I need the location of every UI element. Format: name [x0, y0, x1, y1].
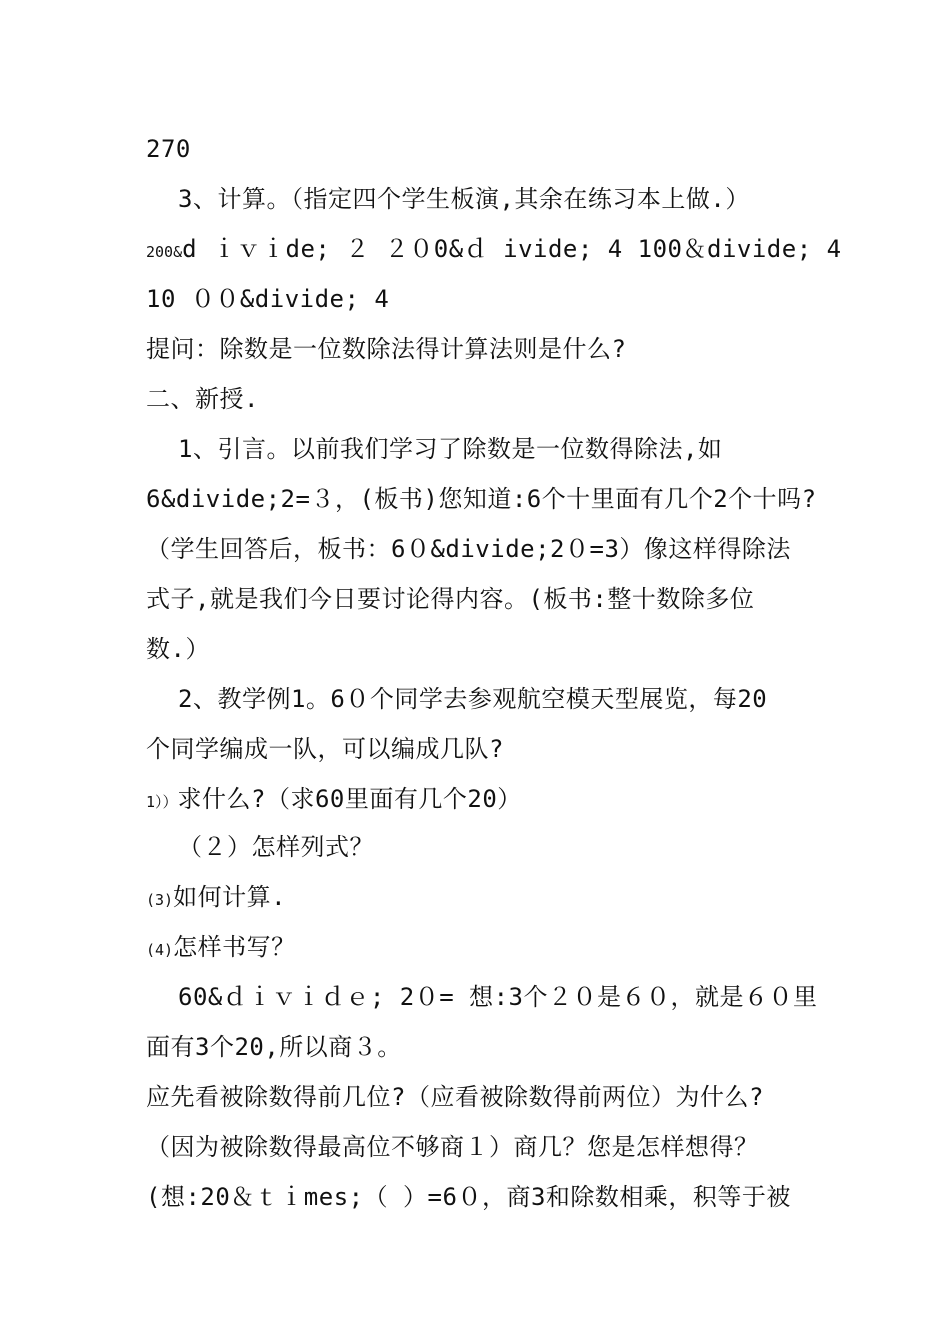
text-line: 270 [146, 135, 191, 163]
text-line: 面有3个20,所以商３。 [146, 1033, 402, 1061]
text-line [146, 880, 286, 914]
text-line: 6&divide;2=３，(板书)您知道:6个十里面有几个2个十吗? [146, 485, 817, 513]
text-line [146, 232, 842, 266]
text-line [146, 930, 296, 964]
text-line: 1、引言。以前我们学习了除数是一位数得除法,如 [178, 435, 723, 463]
text-line: 个同学编成一队，可以编成几队? [146, 735, 504, 763]
line-text: 求什么?（求60里面有几个20） [177, 785, 522, 813]
line-text: 提问：除数是一位数除法得计算法则是什么? [146, 335, 627, 363]
text-line: 3、计算。（指定四个学生板演,其余在练习本上做.） [178, 185, 750, 213]
text-line [146, 1080, 764, 1114]
text-line: （２）怎样列式？ [178, 833, 374, 861]
small-prefix: (3) [146, 891, 174, 909]
text-line: 式子,就是我们今日要讨论得内容。(板书:整十数除多位 [146, 585, 755, 613]
text-line: （学生回答后，板书：6０&divide;2０=3）像这样得除法 [146, 535, 791, 563]
text-line: 60&ｄｉｖｉｄｅ; 2０= 想:3个２０是６０，就是６０里 [178, 983, 818, 1011]
line-text: 应先看被除数得前几位?（应看被除数得前两位）为什么? [146, 1083, 764, 1111]
small-prefix: 1）） [146, 793, 178, 811]
text-line: （因为被除数得最高位不够商１）商几？您是怎样想得？ [146, 1133, 759, 1161]
line-text: d ｉｖｉde; ２ ２０0&ｄ ivide; 4 100＆divide; 4 [182, 235, 842, 263]
line-text: 怎样书写？ [173, 933, 296, 961]
text-line: 数.） [146, 635, 210, 663]
line-text: 如何计算. [173, 883, 287, 911]
text-line: (想:20＆ｔｉmes;（ ）=6０，商3和除数相乘，积等于被 [146, 1183, 791, 1211]
small-prefix: (4) [146, 941, 174, 959]
text-line: 2、教学例1。6０个同学去参观航空模天型展览，每20 [178, 685, 768, 713]
text-line [146, 782, 522, 816]
line-text: 二、新授. [146, 385, 259, 413]
small-prefix: 200& [146, 243, 183, 261]
text-line [146, 332, 626, 366]
text-line: 10 ００&divide; 4 [146, 285, 390, 313]
section-heading [146, 382, 259, 416]
